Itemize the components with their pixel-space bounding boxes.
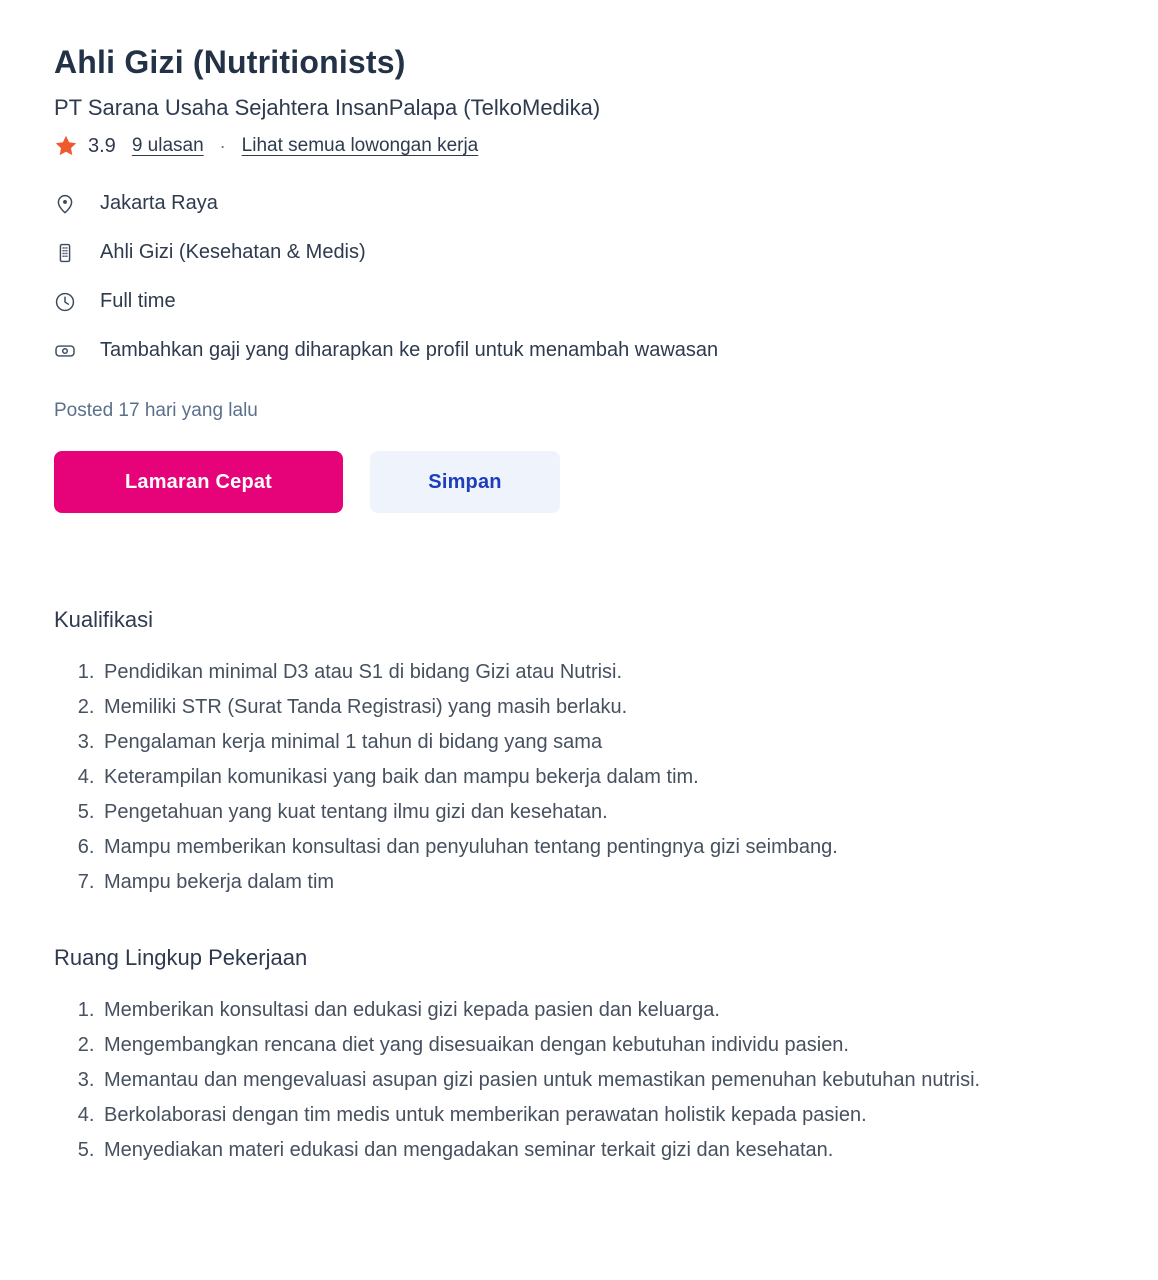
save-button[interactable]: Simpan xyxy=(370,451,560,513)
job-scope-section xyxy=(54,945,1142,1168)
posted-date: Posted 17 hari yang lalu xyxy=(54,400,258,421)
category-text: Ahli Gizi (Kesehatan & Medis) xyxy=(100,241,366,263)
rating-value: 3.9 xyxy=(88,134,116,157)
dot-separator: · xyxy=(219,135,226,156)
list-item: 4. Keterampilan komunikasi yang baik dan mampu bekerja dalam tim. xyxy=(100,760,1129,795)
list-item: 5. Pengetahuan yang kuat tentang ilmu gizi dan kesehatan. xyxy=(100,795,1129,830)
building-icon xyxy=(54,242,76,264)
clock-icon xyxy=(54,291,76,313)
job-details-list xyxy=(54,192,1142,362)
list-item: 3. Memantau dan mengevaluasi asupan gizi pasien untuk memastikan pemenuhan kebutuhan nutrisi. xyxy=(100,1063,1129,1098)
page-title: Ahli Gizi (Nutritionists) xyxy=(54,44,406,80)
detail-row-worktype xyxy=(54,290,1142,313)
rating-row xyxy=(54,134,1142,158)
location-text: Jakarta Raya xyxy=(100,192,218,214)
qualifications-heading: Kualifikasi xyxy=(54,607,154,632)
list-item: 5. Menyediakan materi edukasi dan mengadakan seminar terkait gizi dan kesehatan. xyxy=(100,1133,1129,1168)
detail-row-salary xyxy=(54,339,1142,362)
worktype-text: Full time xyxy=(100,290,176,312)
list-item: 7. Mampu bekerja dalam tim xyxy=(100,865,1129,900)
job-scope-heading: Ruang Lingkup Pekerjaan xyxy=(54,945,308,970)
list-item: 6. Mampu memberikan konsultasi dan penyuluhan tentang pentingnya gizi seimbang. xyxy=(100,830,1129,865)
list-item: 1. Memberikan konsultasi dan edukasi gizi kepada pasien dan keluarga. xyxy=(100,993,1129,1028)
job-scope-list xyxy=(54,993,1129,1168)
list-item: 2. Memiliki STR (Surat Tanda Registrasi) yang masih berlaku. xyxy=(100,690,1129,725)
location-pin-icon xyxy=(54,193,76,215)
list-item: 4. Berkolaborasi dengan tim medis untuk memberikan perawatan holistik kepada pasien. xyxy=(100,1098,1129,1133)
company-jobs-link[interactable]: Lihat semua lowongan kerja xyxy=(241,135,479,156)
list-item: 1. Pendidikan minimal D3 atau S1 di bidang Gizi atau Nutrisi. xyxy=(100,655,1129,690)
qualifications-list xyxy=(54,655,1129,900)
detail-row-location xyxy=(54,192,1142,215)
star-icon xyxy=(54,134,78,158)
banknote-icon xyxy=(54,340,76,362)
detail-row-category xyxy=(54,241,1142,264)
salary-hint-text: Tambahkan gaji yang diharapkan ke profil untuk menambah wawasan xyxy=(100,339,719,361)
reviews-link[interactable]: 9 ulasan xyxy=(131,135,204,156)
company-name: PT Sarana Usaha Sejahtera InsanPalapa (TelkoMedika) xyxy=(54,95,601,120)
list-item: 2. Mengembangkan rencana diet yang disesuaikan dengan kebutuhan individu pasien. xyxy=(100,1028,1129,1063)
quick-apply-button[interactable]: Lamaran Cepat xyxy=(54,451,343,513)
action-buttons xyxy=(54,451,1142,513)
list-item: 3. Pengalaman kerja minimal 1 tahun di bidang yang sama xyxy=(100,725,1129,760)
qualifications-section xyxy=(54,607,1142,900)
